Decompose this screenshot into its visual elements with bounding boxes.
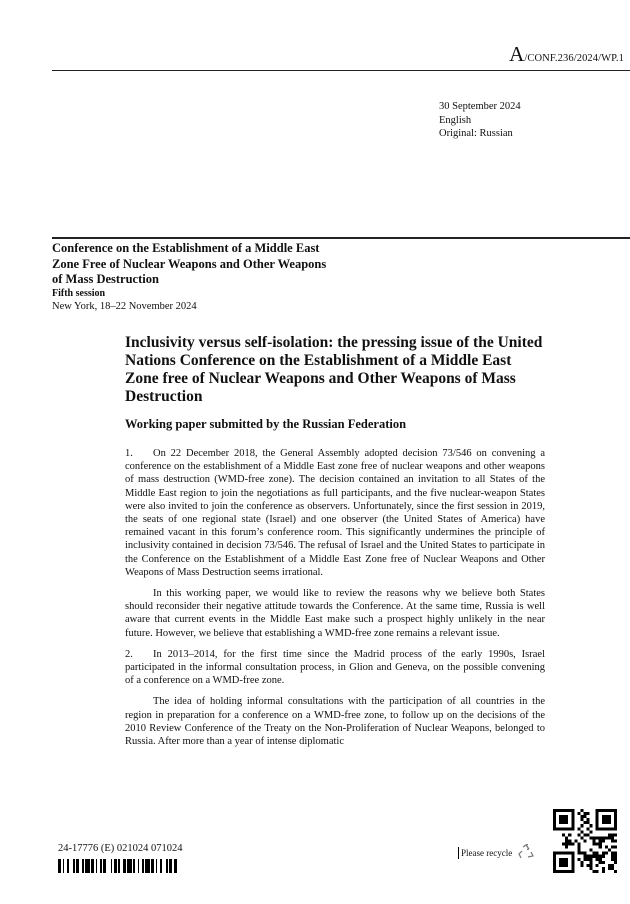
conference-title-line-3: of Mass Destruction [52, 272, 159, 286]
recycle-notice [458, 843, 536, 863]
conference-rule [52, 237, 630, 239]
conference-title-line-2: Zone Free of Nuclear Weapons and Other Weapons [52, 256, 327, 271]
document-subtitle: Working paper submitted by the Russian Federation [125, 417, 407, 431]
paragraph-text: In 2013–2014, for the first time since the Madrid process of the early 1990s, Israel participated in the informal consultation process, in Glion and Geneva, on the possible convening of a conference on a WMD-free zone. [125, 648, 545, 687]
conference-block [52, 241, 392, 313]
document-job-number: 24-17776 (E) 021024 071024 [58, 843, 183, 854]
document-language: English [439, 114, 472, 126]
document-original-language: Original: Russian [439, 128, 513, 139]
paragraph-text: On 22 December 2018, the General Assembly adopted decision 73/546 on convening a conference on the establishment of a Middle East zone free of nuclear weapons and other weapons of mass destruction (WMD-free zone). The decision contained an invitation to all States of the Middle East region to join the negotiations as full participants, and the five nuclear-weapon States were also invited to join the conference as observers. Unfortunately, since the first session in 2019, the seats of one regional state (Israel) and one observer (the United States of America) have remained vacant in this forum’s conference room. This significantly undermines the principle of inclusivity contained in decision 73/546. The refusal of Israel and the United States to participate in the Conference on the Establishment of a Middle East Zone free of Nuclear Weapons and Other Weapons of Mass Destruction seems irrational. [125, 448, 545, 578]
document-symbol-rest: /CONF.236/2024/WP.1 [524, 53, 624, 64]
document-symbol [509, 42, 624, 67]
conference-place-date: New York, 18–22 November 2024 [52, 300, 197, 312]
top-rule [52, 70, 630, 71]
document-title: Inclusivity versus self-isolation: the pressing issue of the United Nations Conference on the Establishment of a Middle East Zone free of Nuclear Weapons and Other Weapons of Mass Destruction [125, 334, 543, 405]
paragraph-number: 2. [125, 648, 133, 660]
paragraph-2 [125, 648, 545, 688]
paragraph-1 [125, 447, 545, 579]
barcode [58, 859, 222, 873]
recycle-label: Please recycle [461, 848, 513, 858]
paragraph-2-continued [125, 695, 545, 748]
qr-code [553, 809, 617, 873]
paragraph-text: The idea of holding informal consultations with the participation of all countries in the region in preparation for a conference on a WMD-free zone, to follow up on the decisions of the 2010 Review Conference of the Treaty on the Non-Proliferation of Nuclear Weapons, belonged to Russia. After more than a year of intense diplomatic [125, 696, 545, 748]
paragraph-text: In this working paper, we would like to review the reasons why we believe both States should reconsider their negative attitude towards the Conference. At the same time, Russia is well aware that current events in the Middle East make such a prospect highly unlikely in the near future. However, we believe that establishing a WMD-free zone remains a relevant issue. [125, 588, 545, 639]
recycle-icon [516, 843, 536, 863]
paragraph-1-continued [125, 587, 545, 640]
document-symbol-initial: A [509, 42, 525, 66]
document-meta [439, 100, 521, 141]
recycle-divider [458, 847, 459, 859]
document-body [125, 447, 545, 756]
barcode-bar [177, 859, 179, 873]
document-date: 30 September 2024 [439, 101, 521, 112]
conference-title-line-1: Conference on the Establishment of a Middle East [52, 241, 320, 255]
paragraph-number: 1. [125, 448, 133, 459]
conference-session: Fifth session [52, 287, 106, 299]
